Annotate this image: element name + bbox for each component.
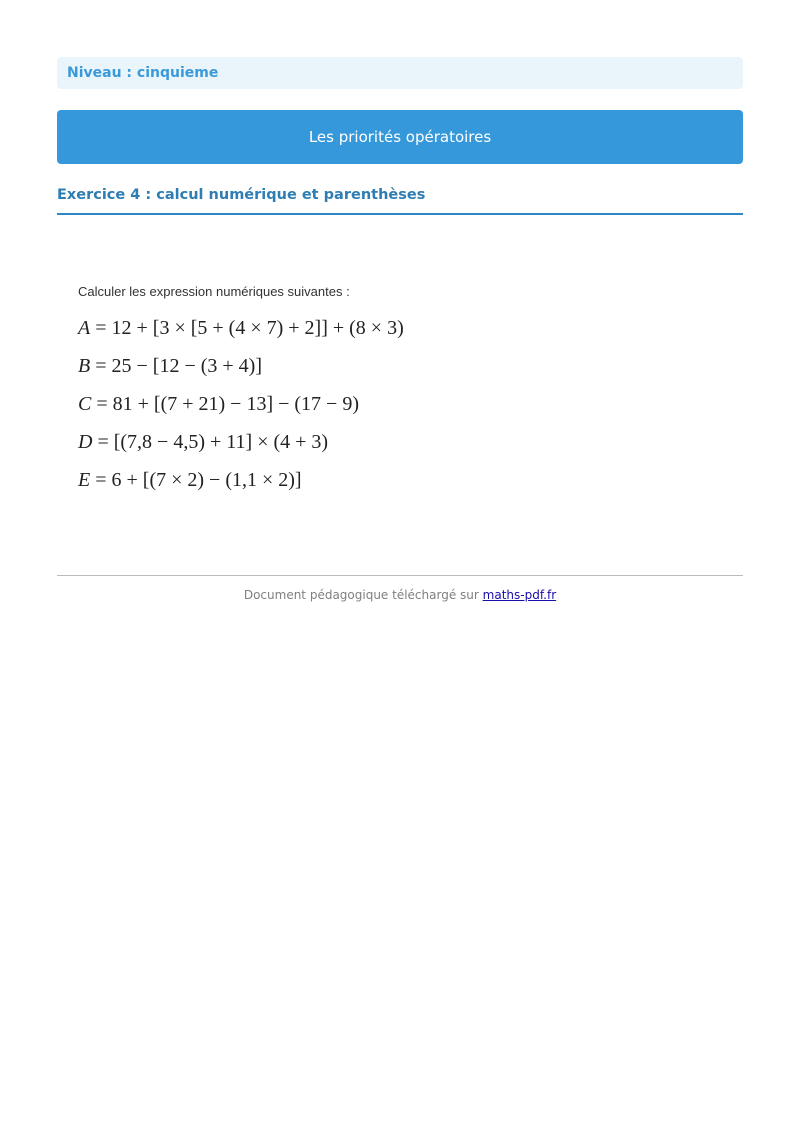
expression-b <box>78 347 728 385</box>
expression-variable: B <box>78 355 91 377</box>
expression-body: = 12 + [3 × [5 + (4 × 7) + 2]] + (8 × 3) <box>95 317 404 339</box>
expression-d <box>78 423 728 461</box>
expression-e <box>78 461 728 499</box>
footer <box>57 588 743 602</box>
level-text: Niveau : cinquieme <box>67 65 219 81</box>
exercise-content <box>78 283 728 499</box>
expression-body: = [(7,8 − 4,5) + 11] × (4 + 3) <box>97 431 329 453</box>
footer-text: Document pédagogique téléchargé sur <box>243 588 479 602</box>
expression-a <box>78 309 728 347</box>
expression-variable: D <box>78 431 93 453</box>
expression-variable: E <box>78 469 91 491</box>
expression-body: = 81 + [(7 + 21) − 13] − (17 − 9) <box>96 393 359 415</box>
expression-body: = 6 + [(7 × 2) − (1,1 × 2)] <box>95 469 302 491</box>
exercise-title: Exercice 4 : calcul numérique et parenthèses <box>57 185 743 215</box>
topic-banner <box>57 110 743 164</box>
expression-c <box>78 385 728 423</box>
topic-title: Les priorités opératoires <box>308 128 492 146</box>
footer-link[interactable]: maths-pdf.fr <box>482 588 557 602</box>
expression-variable: A <box>78 317 91 339</box>
level-label <box>57 57 743 89</box>
expression-variable: C <box>78 393 92 415</box>
exercise-instruction: Calculer les expression numériques suivantes : <box>78 284 350 299</box>
footer-divider <box>57 575 743 576</box>
expression-body: = 25 − [12 − (3 + 4)] <box>95 355 262 377</box>
